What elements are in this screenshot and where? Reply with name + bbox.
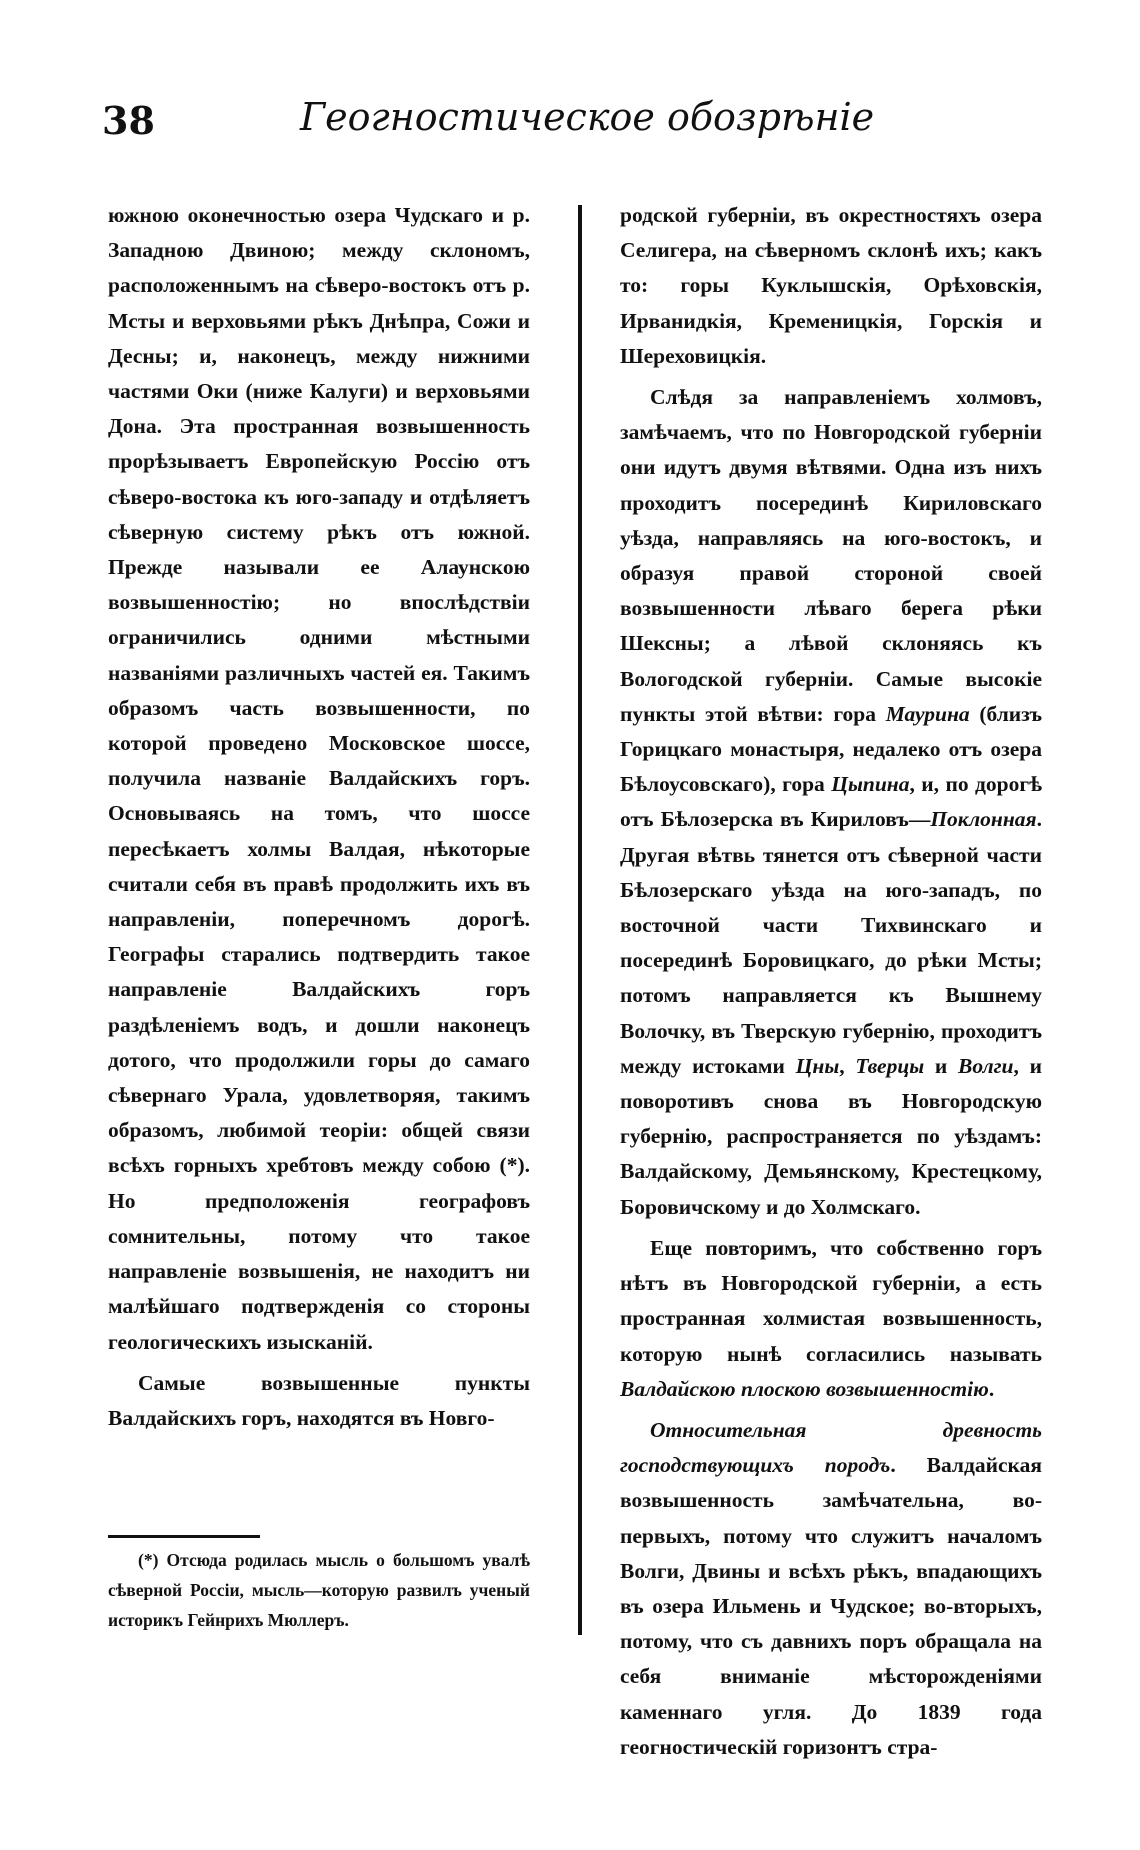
- text-run: .: [988, 1376, 995, 1401]
- right-paragraph-2: [620, 380, 1042, 1225]
- text-run: (близъ Горицкаго монастыря, недалеко отъ озера Бѣлоусовскаго), гора: [620, 701, 1042, 797]
- river-name: Цны: [795, 1053, 840, 1078]
- river-name: Волги: [958, 1053, 1014, 1078]
- text-run: , и, по дорогѣ отъ Бѣлозерска въ Кириловъ—: [620, 772, 1042, 832]
- page-number: 38: [102, 98, 155, 143]
- left-paragraph-1: южною оконечностью озера Чудскаго и р. Западною Двиною; между склономъ, расположеннымъ на сѣверо-востокъ отъ р. Мсты и верховьями рѣкъ Днѣпра, Сожи и Десны; и, наконецъ, между нижними частями Оки (ниже Калуги) и верховьями Дона. Эта пространная возвышенность прорѣзываетъ Европейскую Россію отъ сѣверо-востока къ юго-западу и отдѣляетъ сѣверную систему рѣкъ отъ южной. Прежде называли ее Алаунскою возвышенностію; но впослѣдствіи ограничились одними мѣстными названіями различныхъ частей ея. Такимъ образомъ часть возвышенности, по которой проведено Московское шоссе, получила названіе Валдайскихъ горъ. Основываясь на томъ, что шоссе пересѣкаетъ холмы Валдая, нѣкоторые считали себя въ правѣ продолжить ихъ въ направленіи, поперечномъ дорогѣ. Географы старались подтвердить такое направленіе Валдайскихъ горъ раздѣленіемъ водъ, и дошли наконецъ дотого, что продолжили горы до самаго сѣвернаго Урала, удовлетворяя, такимъ образомъ, любимой теоріи: общей связи всѣхъ горныхъ хребтовъ между собою (*). Но предположенія географовъ сомнительны, потому что такое направленіе возвышенія, не находитъ ни малѣйшаго подтвержденія со стороны геологическихъ изысканій.: [108, 203, 530, 1354]
- right-column: [620, 198, 1042, 1771]
- right-paragraph-3: [620, 1231, 1042, 1407]
- footnote-rule: [108, 1535, 260, 1538]
- place-name: Поклонная: [930, 807, 1037, 832]
- place-name: Цыпина: [831, 772, 910, 797]
- text-run: , и поворотивъ снова въ Новгородскую губернію, распространяется по уѣздамъ: Валдайскому, Демьянскому, Крестецкому, Боровичскому и до Холмскаго.: [620, 1053, 1042, 1219]
- left-column: [108, 198, 530, 1442]
- river-name: Тверцы: [855, 1053, 925, 1078]
- place-name: Маурина: [885, 701, 970, 726]
- text-run: Слѣдя за направленіемъ холмовъ, замѣчаемъ, что по Новгородской губерніи они идутъ двумя вѣтвями. Одна изъ нихъ проходитъ посерединѣ Кириловскаго уѣзда, направляясь на юго-востокъ, и образуя правой стороной своей возвышенности лѣваго берега рѣки Шексны; а лѣвой склоняясь къ Вологодской губерніи. Самые высокіе пункты этой вѣтви: гора: [620, 385, 1042, 726]
- term-emphasis: Валдайскою плоскою возвышенностію: [620, 1376, 989, 1401]
- text-run: и: [924, 1053, 959, 1078]
- footnote-text: (*) Отсюда родилась мысль о большомъ увалѣ сѣверной Россіи, мысль—которую развилъ ученый историкъ Гейнрихъ Мюллеръ.: [108, 1550, 530, 1630]
- right-paragraph-4: [620, 1413, 1042, 1765]
- text-run: Еще повторимъ, что собственно горъ нѣтъ въ Новгородской губерніи, а есть пространная холмистая возвышенность, которую нынѣ согласились называть: [620, 1235, 1042, 1366]
- text-run: ,: [839, 1053, 856, 1078]
- running-title: Геогностическое обозрѣніе: [300, 95, 875, 139]
- column-divider: [578, 205, 582, 1635]
- text-run: . Другая вѣтвь тянется отъ сѣверной части Бѣлозерскаго уѣзда на юго-западъ, по восточной части Тихвинскаго и посерединѣ Боровицкаго, до рѣки Мсты; потомъ направляется къ Вышнему Волочку, въ Тверскую губернію, проходитъ между истоками: [620, 807, 1042, 1078]
- footnote: [108, 1545, 530, 1635]
- right-paragraph-1: родской губерніи, въ окрестностяхъ озера Селигера, на сѣверномъ склонѣ ихъ; какъ то: горы Куклышскія, Орѣховскія, Ирванидкія, Кременицкія, Горскія и Шереховицкія.: [620, 203, 1042, 368]
- left-paragraph-2: Самые возвышенные пункты Валдайскихъ горъ, находятся въ Новго-: [108, 1370, 530, 1430]
- section-lead-in: Относительная древность господствующихъ породъ: [620, 1417, 1042, 1478]
- text-run: . Валдайская возвышенность замѣчательна, во-первыхъ, потому что служитъ началомъ Волги, Двины и всѣхъ рѣкъ, впадающихъ въ озера Ильмень и Чудское; во-вторыхъ, потому, что съ давнихъ поръ обращала на себя вниманіе мѣсторожденіями каменнаго угля. До 1839 года геогностическій горизонтъ стра-: [620, 1453, 1042, 1759]
